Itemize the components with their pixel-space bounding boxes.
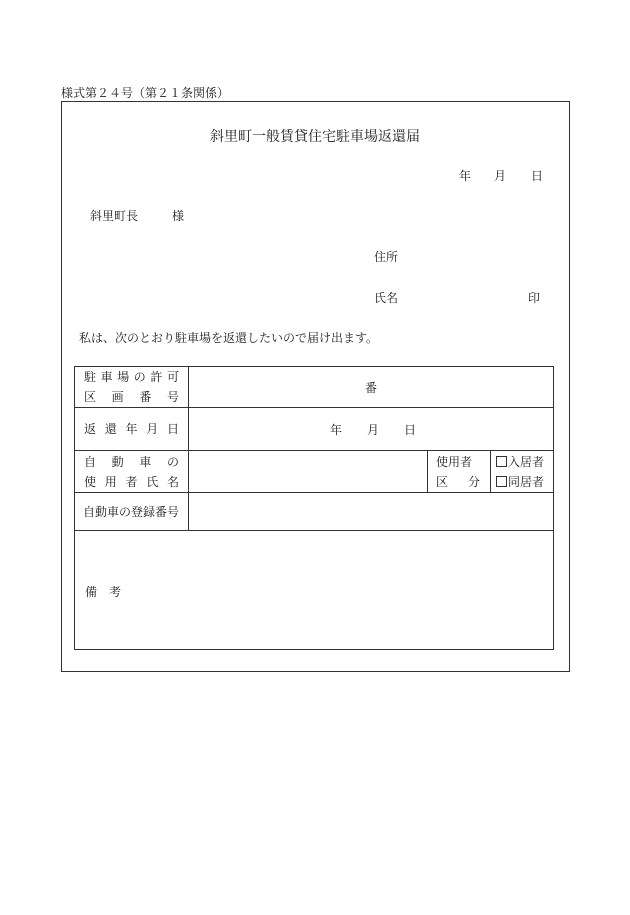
return-date-day: 日 (404, 423, 417, 437)
user-type-label-line2 (428, 472, 490, 492)
user-type-label-char: 区 (436, 474, 449, 489)
date-month-label: 月 (494, 169, 507, 183)
car-user-label-char: 名 (166, 474, 179, 489)
option-cohabitant[interactable] (491, 472, 553, 492)
return-date-label-char: 還 (104, 422, 117, 436)
permit-label-line2 (75, 387, 188, 407)
car-user-label-char: 用 (104, 474, 117, 489)
form-title: 斜里町一般賃貸住宅駐車場返還届 (210, 129, 420, 145)
return-date-year: 年 (330, 423, 343, 437)
car-user-label-char: の (166, 454, 179, 469)
car-user-label-char: 氏 (146, 474, 159, 489)
return-date-label-cell (75, 408, 189, 451)
registration-number-field[interactable] (189, 493, 554, 531)
remarks-label-char: 考 (109, 585, 122, 599)
permit-label-char: 駐 (84, 370, 97, 384)
permit-label-char: 車 (100, 370, 113, 384)
user-type-label-cell (428, 451, 491, 493)
car-user-label-char: 使 (84, 474, 97, 489)
form-number: 様式第２４号（第２１条関係） (61, 86, 230, 100)
registration-row (75, 493, 554, 531)
car-user-label-line1 (75, 452, 188, 472)
return-date-label-char: 日 (166, 422, 179, 436)
date-year-label: 年 (459, 169, 472, 183)
permit-label-char: 画 (111, 390, 124, 404)
car-user-label-char: 者 (125, 474, 138, 489)
checkbox-cohabitant[interactable] (496, 476, 507, 487)
return-date-field[interactable] (189, 408, 554, 451)
car-user-label-line2 (75, 472, 188, 492)
statement-text: 私は、次のとおり駐車場を返還したいので届け出ます。 (79, 331, 379, 345)
user-type-options-cell (491, 451, 554, 493)
permit-label-char: の (133, 370, 146, 384)
addressee-honorific: 様 (172, 209, 185, 223)
permit-label-char: 許 (150, 370, 163, 384)
remarks-label (75, 578, 553, 602)
date-day-label: 日 (531, 169, 544, 183)
permit-label-cell (75, 367, 189, 408)
user-type-label-line1: 使用者 (436, 454, 473, 469)
addressee-name: 斜里町長 (90, 209, 139, 223)
registration-label-cell (75, 493, 189, 531)
permit-number-field[interactable] (189, 367, 554, 408)
permit-row (75, 367, 554, 408)
return-date-label (75, 419, 188, 439)
registration-label: 自動車の登録番号 (83, 505, 180, 519)
permit-label-line1 (75, 367, 188, 387)
car-user-label-cell (75, 451, 189, 493)
return-date-month: 月 (367, 423, 380, 437)
car-user-row (75, 451, 554, 493)
option-resident[interactable] (491, 452, 553, 472)
return-date-label-char: 年 (125, 422, 138, 436)
checkbox-resident[interactable] (496, 456, 507, 467)
remarks-field[interactable] (75, 531, 554, 650)
option-resident-label: 入居者 (508, 454, 545, 469)
name-label: 氏名 (374, 291, 399, 305)
return-form-table (74, 366, 554, 650)
permit-label-char: 号 (166, 390, 179, 404)
remarks-row (75, 531, 554, 650)
car-user-label-char: 自 (84, 454, 97, 469)
seal-mark: 印 (528, 291, 541, 305)
option-cohabitant-label: 同居者 (508, 474, 545, 489)
return-date-row (75, 408, 554, 451)
car-user-name-field[interactable] (189, 451, 428, 493)
address-label: 住所 (374, 250, 399, 264)
permit-label-char: 番 (139, 390, 152, 404)
return-date-label-char: 返 (84, 422, 97, 436)
permit-number-suffix: 番 (365, 380, 378, 395)
car-user-label-char: 車 (139, 454, 152, 469)
user-type-label-char: 分 (467, 474, 480, 489)
remarks-label-char: 備 (85, 585, 98, 599)
car-user-label-char: 動 (111, 454, 124, 469)
permit-label-char: 区 (84, 390, 97, 404)
permit-label-char: 可 (166, 370, 179, 384)
permit-label-char: 場 (117, 370, 130, 384)
return-date-label-char: 月 (146, 422, 159, 436)
